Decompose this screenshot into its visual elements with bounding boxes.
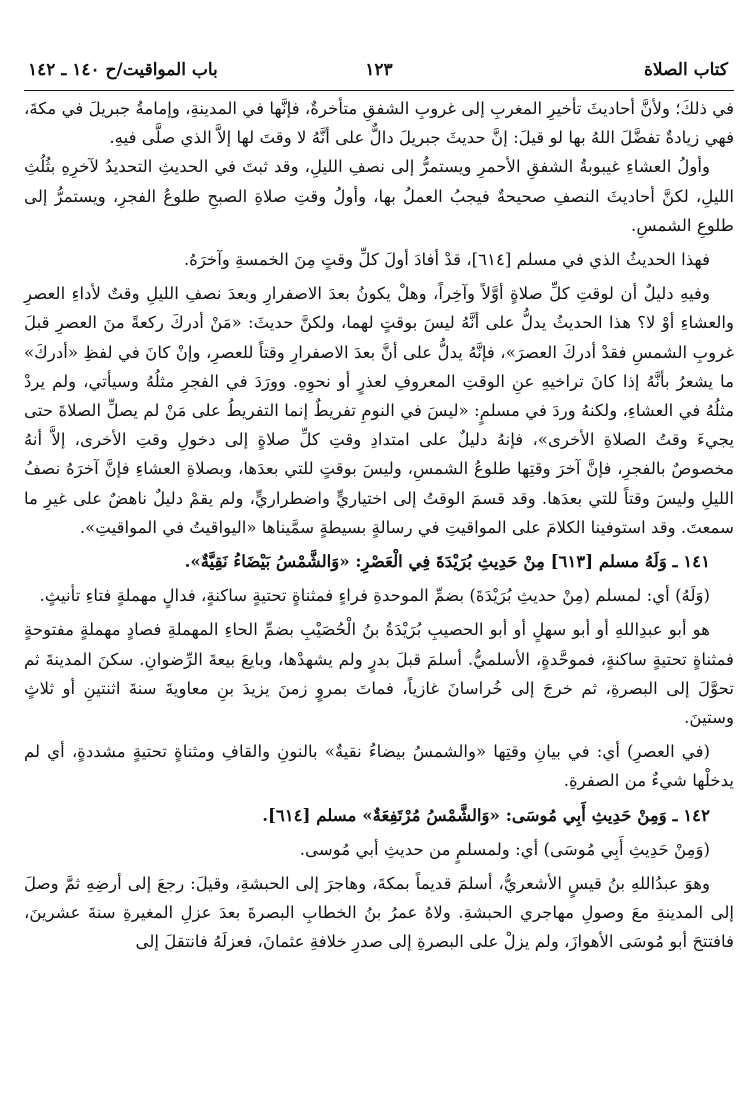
hadith-heading-142: ١٤٢ ـ وَمِنْ حَدِيثِ أَبِي مُوسَى: «وَالشَّمْسُ مُرْتَفِعَةٌ» مسلم [٦١٤]. — [262, 804, 710, 825]
paragraph: (وَلَهُ) أي: لمسلم (مِنْ حديثِ بُرَيْدَةَ) بضمِّ الموحدةِ فراءٍ فمثناةٍ تحتيةٍ ساكنةٍ، فدالٍ مهملةٍ فتاءِ تأنيثٍ. — [39, 586, 710, 606]
paragraph: (وَمِنْ حَدِيثِ أَبِي مُوسَى) أي: ولمسلمٍ من حديثِ أبي مُوسى. — [299, 839, 710, 859]
paragraph: هو أبو عبدِاللهِ أو أبو سهلٍ أو أبو الحصيبِ بُرَيْدَةُ بنُ الْحُصَيْبِ بضمِّ الحاءِ المهملةِ فصادٍ مهملةٍ مفتوحةٍ فمثناةٍ تحتيةٍ ساكنةٍ، فموحَّدةٍ، الأسلميُّ. أسلمَ قبلَ بدرٍ ولم يشهدْها، وبايعَ بيعةَ الرِّضوانِ. سكنَ المدينةَ ثم تحوَّلَ إلى البصرةِ، ثم خرجَ إلى خُراسانَ غازياً، فماتَ بمروٍ زمنَ يزيدَ بنِ معاويةَ سنةَ اثنتينِ أو ثلاثٍ وستينَ. — [24, 620, 734, 728]
paragraph: وفيهِ دليلٌ أن لوقتِ كلِّ صلاةٍ أوَّلاً وآخِراً، وهلْ يكونُ بعدَ الاصفرارِ وبعدَ نصفِ الليلِ وقتٌ لأداءِ العصرِ والعشاءِ أوْ لا؟ هذا الحديثُ يدلُّ على أنَّهُ ليسَ بوقتٍ لهما، ولكنَّ حديثَ: «مَنْ أدركَ ركعةً منَ العصرِ قبلَ غروبِ الشمسِ فقدْ أدركَ العصرَ»، فإنَّهُ يدلُّ على أنَّ بعدَ الاصفرارِ وقتاً للعصرِ، وإنْ كانَ في لفظِ «أدركَ» ما يشعرُ بأنَّهُ إذا كانَ تراخيهِ عنِ الوقتِ المعروفِ لعذرٍ أو نحوِهِ. وورَدَ في الفجرِ مثلُهُ وسيأتي، ولم يردْ مثلُهُ في العشاءِ، ولكنهُ وردَ في مسلمٍ: «ليسَ في النومِ تفريطٌ إنما التفريطُ على مَنْ لم يصلِّ الصلاةَ حتى يجيءَ وقتُ الصلاةِ الأخرى»، فإنهُ دليلٌ على امتدادِ وقتِ كلِّ صلاةٍ إلى دخولِ وقتِ الأخرى، إلاَّ أنهُ مخصوصٌ بالفجرِ، فإنَّ آخرَ وقتِها طلوعُ الشمسِ، وليسَ بوقتٍ للتي بعدَها، وبصلاةِ العشاءِ فإنَّ آخرَهُ نصفُ الليلِ وليسَ وقتاً للتي بعدَها. وقد قسمَ الوقتُ إلى اختياريٍّ واضطراريٍّ، ولم يقمْ دليلٌ ناهضٌ على غيرِ ما سمعتَ. وقد استوفينا الكلامَ على المواقيتِ في رسالةٍ بسيطةٍ سمَّيناها «اليواقيتُ في المواقيتِ». — [24, 284, 734, 537]
running-header — [24, 60, 734, 90]
book-title: كتاب الصلاة — [643, 60, 728, 80]
paragraph: (في العصرِ) أي: في بيانِ وقتِها «والشمسُ بيضاءُ نقيةٌ» بالنونِ والقافِ ومثناةٍ تحتيةٍ مشددةٍ، أي لم يدخلْها شيءٌ من الصفرةِ. — [24, 742, 734, 791]
paragraph: وأولُ العشاءِ غيبوبةُ الشفقِ الأحمرِ ويستمرُّ إلى نصفِ الليلِ، وقد ثبتَ في الحديثِ التحديدُ لآخرِهِ بثُلُثِ الليلِ، لكنَّ أحاديثَ النصفِ صحيحةٌ فيجبُ العملُ بها، وأولُ وقتِ صلاةِ الصبحِ طلوعُ الفجرِ، ويستمرُّ إلى طلوعِ الشمسِ. — [24, 157, 734, 235]
paragraph: في ذلكَ؛ ولأنَّ أحاديثَ تأخيرِ المغربِ إلى غروبِ الشفقِ متأخرةٌ، فإنَّها في المدينةِ، وإمامةُ جبريلَ في مكةَ، فهي زيادةٌ تفضَّلَ اللهُ بها لو قيلَ: إنَّ حديثَ جبريلَ دالٌّ على أنَّهُ لا وقتَ لها إلاَّ الذي صلَّى فيهِ. — [24, 99, 734, 148]
page-body — [24, 94, 734, 957]
paragraph: فهذا الحديثُ الذي في مسلم [٦١٤]، قدْ أفادَ أولَ كلِّ وقتٍ مِنَ الخمسةِ وآخرَهُ. — [183, 250, 710, 270]
header-divider — [24, 90, 734, 91]
hadith-heading-141: ١٤١ ـ وَلَهُ مسلم [٦١٣] مِنْ حَدِيثِ بُرَيْدَةَ فِي الْعَصْرِ: «وَالشَّمْسُ بَيْضَاءُ نَقِيَّةٌ». — [184, 551, 710, 572]
paragraph: وهوَ عبدُاللهِ بنُ قيسٍ الأشعريُّ، أسلمَ قديماً بمكةَ، وهاجرَ إلى الحبشةِ، وقيلَ: رجعَ إلى أرضِهِ ثمَّ وصلَ إلى المدينةِ معَ وصولِ مهاجري الحبشةِ. ولاهُ عمرُ بنُ الخطابِ البصرةَ بعدَ عزلِ المغيرةِ سنةَ عشرينَ، فافتتحَ أبو مُوسَى الأهوازَ، ولم يزلْ على البصرةِ إلى صدرِ خلافةِ عثمانَ، فعزلَهُ فانتقلَ إلى — [24, 874, 734, 952]
page-number: ١٢٣ — [365, 60, 393, 80]
chapter-reference: باب المواقيت/ح ١٤٠ ـ ١٤٢ — [28, 60, 218, 80]
